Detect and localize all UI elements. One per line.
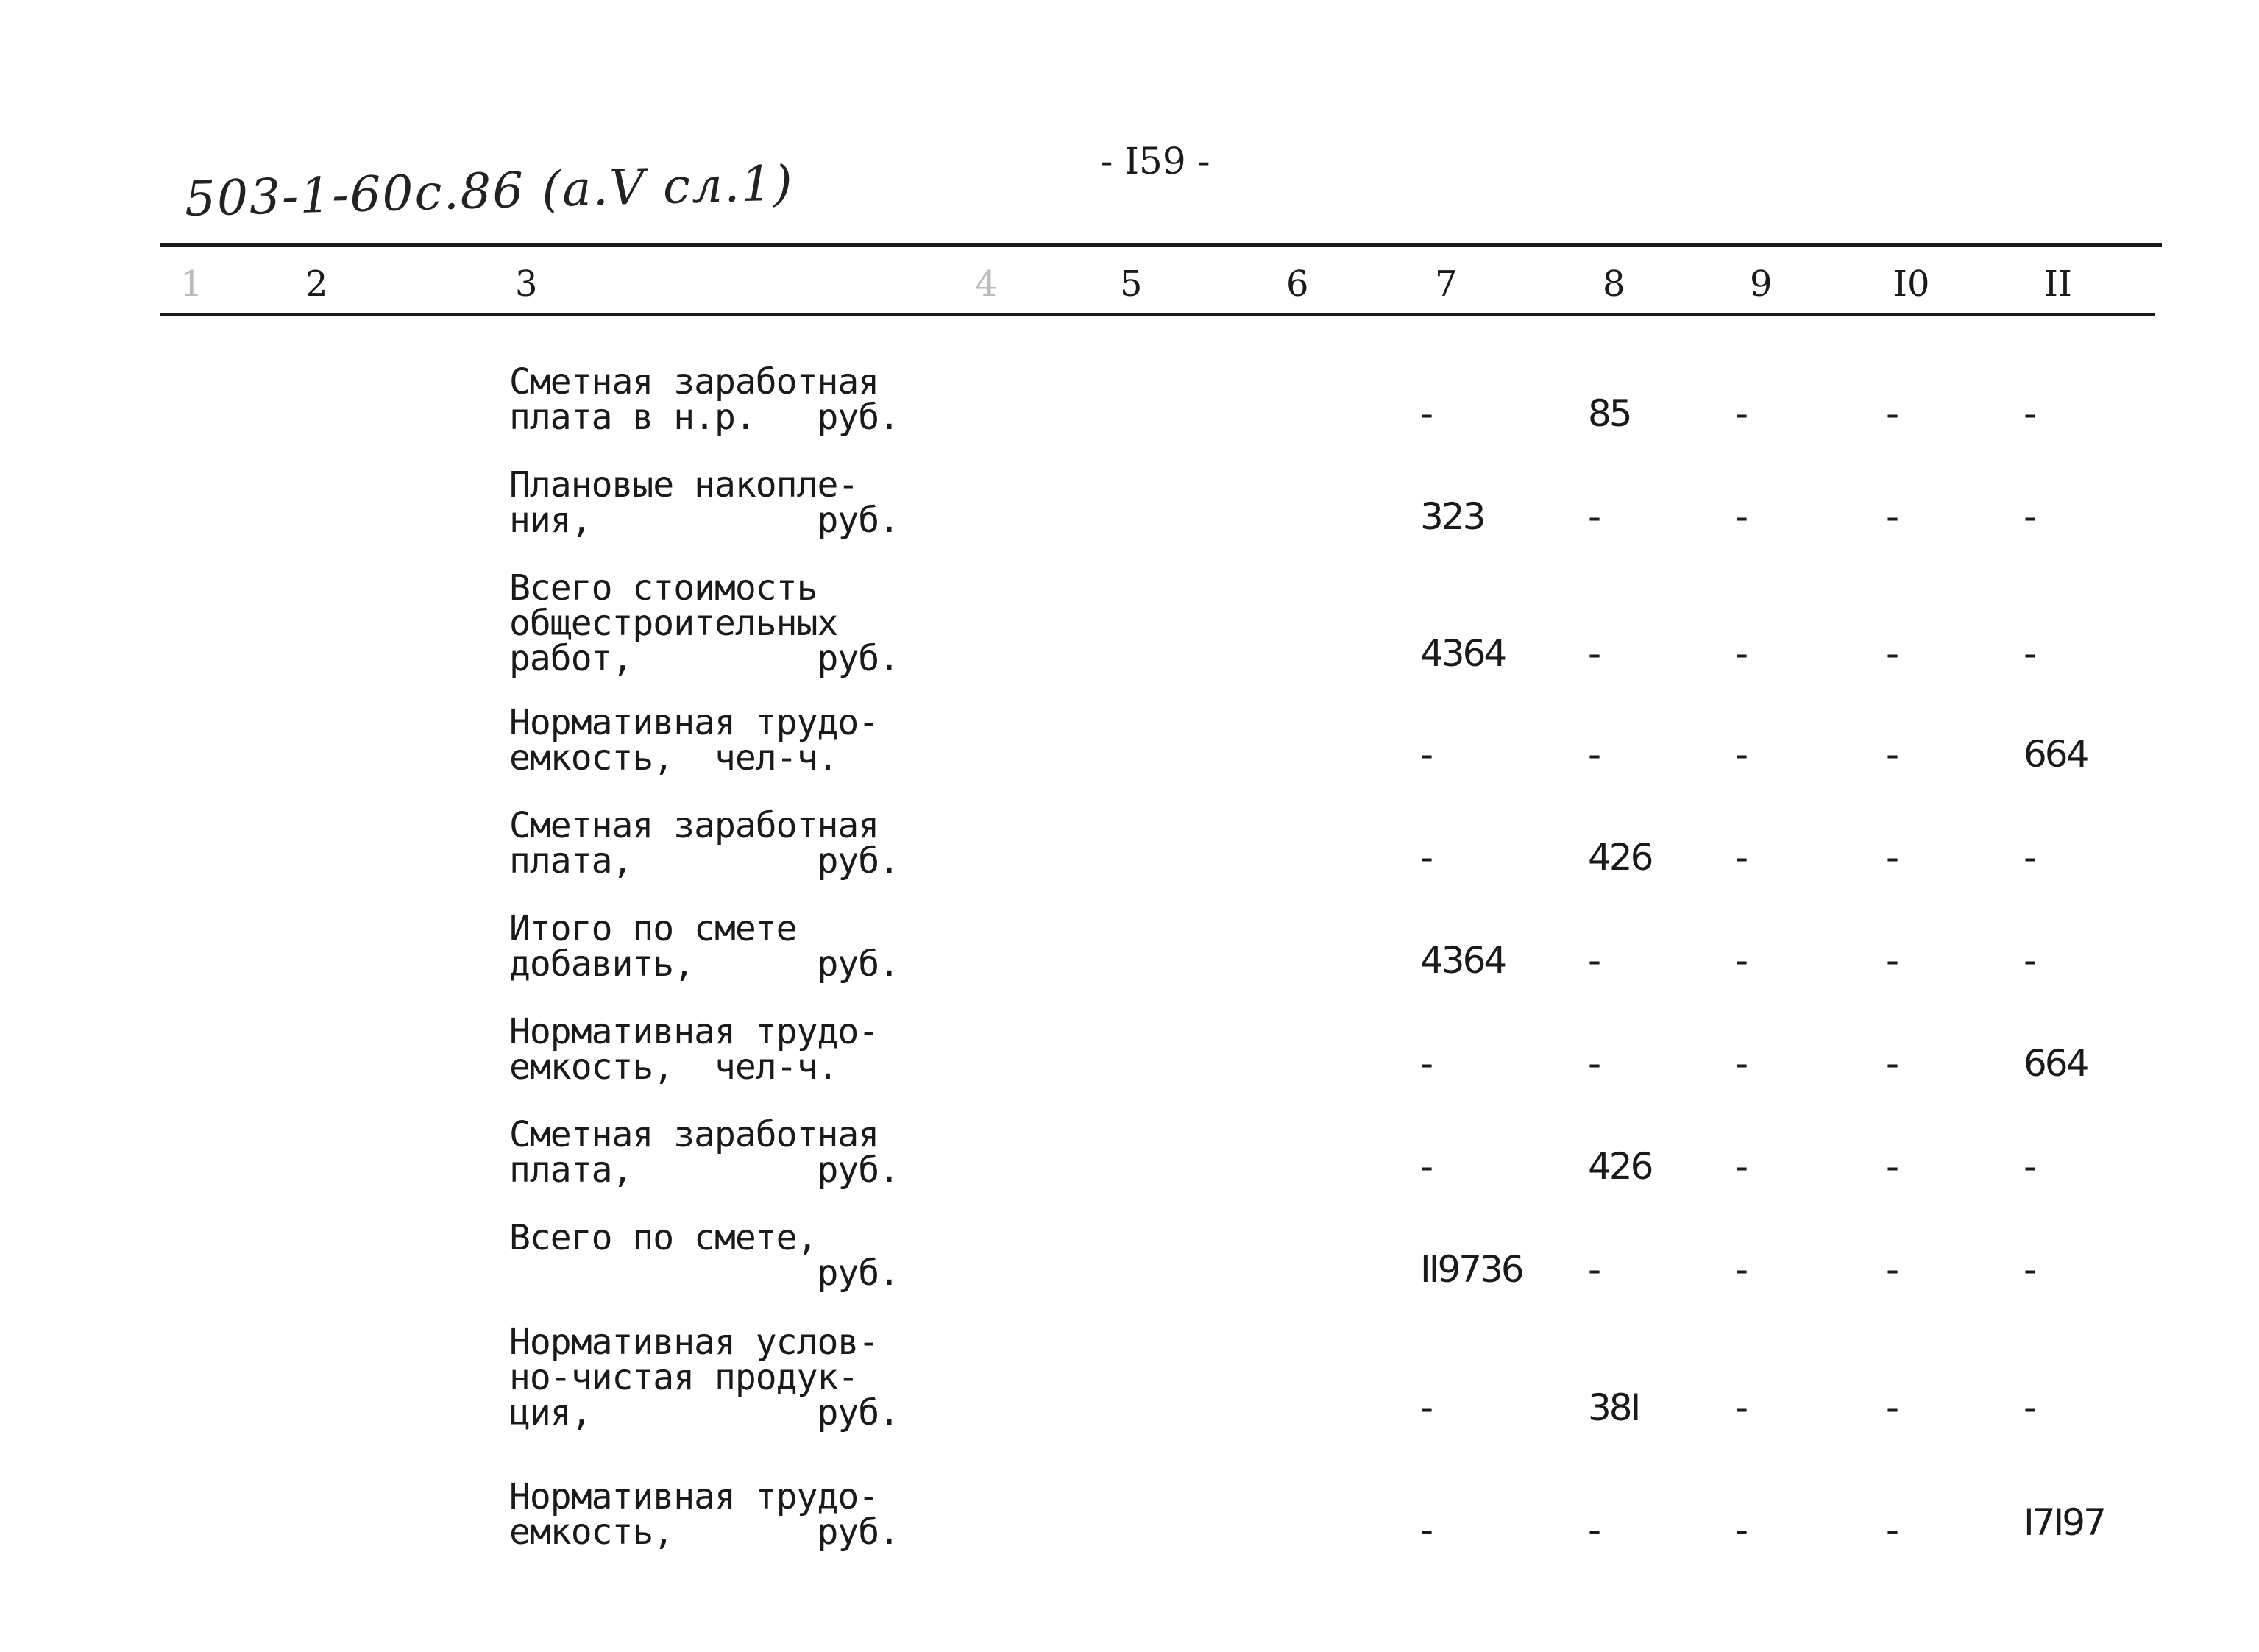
cell-col-8: - xyxy=(1588,1248,1600,1291)
cell-col-7: - xyxy=(1420,392,1432,435)
cell-col-10: - xyxy=(1886,733,1898,776)
row-label: Сметная заработная плата, руб. xyxy=(509,805,900,882)
cell-col-9: - xyxy=(1735,392,1747,435)
column-header-7: 7 xyxy=(1435,263,1458,305)
cell-col-9: - xyxy=(1735,836,1747,879)
cell-col-11: - xyxy=(2024,1248,2035,1291)
cell-col-11: - xyxy=(2024,392,2035,435)
row-label: Сметная заработная плата в н.р. руб. xyxy=(509,361,900,438)
cell-col-10: - xyxy=(1886,939,1898,982)
page-number: - I59 - xyxy=(1100,140,1210,182)
cell-col-11: 664 xyxy=(2024,1042,2088,1085)
column-header-8: 8 xyxy=(1603,263,1625,305)
cell-col-8: 38I xyxy=(1588,1386,1639,1429)
cell-col-10: - xyxy=(1886,1386,1898,1429)
cell-col-7: 4364 xyxy=(1420,939,1506,982)
cell-col-10: - xyxy=(1886,1509,1898,1551)
row-label: Плановые накопле- ния, руб. xyxy=(509,464,900,541)
cell-col-7: II9736 xyxy=(1420,1248,1522,1291)
cell-col-8: 426 xyxy=(1588,1145,1652,1188)
cell-col-8: - xyxy=(1588,1042,1600,1085)
cell-col-8: - xyxy=(1588,495,1600,538)
column-header-1: 1 xyxy=(180,263,203,305)
cell-col-11: - xyxy=(2024,939,2035,982)
column-header-11: II xyxy=(2044,263,2072,305)
cell-col-10: - xyxy=(1886,632,1898,675)
row-label: Всего стоимость общестроительных работ, руб. xyxy=(509,567,900,679)
column-header-10: I0 xyxy=(1893,263,1930,305)
cell-col-11: - xyxy=(2024,1386,2035,1429)
cell-col-8: 85 xyxy=(1588,392,1631,435)
row-label: Сметная заработная плата, руб. xyxy=(509,1114,900,1191)
cell-col-9: - xyxy=(1735,1386,1747,1429)
cell-col-8: - xyxy=(1588,939,1600,982)
cell-col-11: - xyxy=(2024,495,2035,538)
cell-col-10: - xyxy=(1886,495,1898,538)
document-code-handwritten: 503-1-60с.86 (а.V сл.1) xyxy=(184,155,795,227)
row-label: Нормативная трудо- емкость, руб. xyxy=(509,1476,900,1553)
column-header-4: 4 xyxy=(975,263,998,305)
cell-col-11: 664 xyxy=(2024,733,2088,776)
cell-col-9: - xyxy=(1735,1145,1747,1188)
row-label: Нормативная услов- но-чистая продук- ция, руб. xyxy=(509,1322,900,1433)
cell-col-8: - xyxy=(1588,1509,1600,1551)
cell-col-8: - xyxy=(1588,733,1600,776)
cell-col-10: - xyxy=(1886,1145,1898,1188)
cell-col-7: - xyxy=(1420,836,1432,879)
table-header-bottom-rule xyxy=(160,313,2155,316)
table-header-top-rule xyxy=(160,243,2162,247)
cell-col-9: - xyxy=(1735,733,1747,776)
row-label: Нормативная трудо- емкость, чел-ч. xyxy=(509,1011,879,1088)
cell-col-8: - xyxy=(1588,632,1600,675)
cell-col-7: 4364 xyxy=(1420,632,1506,675)
row-label: Всего по смете, руб. xyxy=(509,1217,900,1294)
cell-col-9: - xyxy=(1735,632,1747,675)
cell-col-7: - xyxy=(1420,1509,1432,1551)
cell-col-11: I7I97 xyxy=(2024,1501,2104,1544)
row-label: Нормативная трудо- емкость, чел-ч. xyxy=(509,702,879,779)
cell-col-11: - xyxy=(2024,836,2035,879)
cell-col-7: 323 xyxy=(1420,495,1484,538)
cell-col-10: - xyxy=(1886,1042,1898,1085)
cell-col-7: - xyxy=(1420,733,1432,776)
cell-col-11: - xyxy=(2024,1145,2035,1188)
cell-col-9: - xyxy=(1735,939,1747,982)
column-header-5: 5 xyxy=(1120,263,1143,305)
column-header-9: 9 xyxy=(1750,263,1773,305)
column-header-6: 6 xyxy=(1286,263,1309,305)
cell-col-10: - xyxy=(1886,836,1898,879)
cell-col-7: - xyxy=(1420,1145,1432,1188)
cell-col-9: - xyxy=(1735,1248,1747,1291)
cell-col-11: - xyxy=(2024,632,2035,675)
column-header-3: 3 xyxy=(515,263,538,305)
cell-col-8: 426 xyxy=(1588,836,1652,879)
cell-col-9: - xyxy=(1735,1509,1747,1551)
cell-col-9: - xyxy=(1735,495,1747,538)
cell-col-10: - xyxy=(1886,1248,1898,1291)
cell-col-9: - xyxy=(1735,1042,1747,1085)
cell-col-7: - xyxy=(1420,1386,1432,1429)
cell-col-7: - xyxy=(1420,1042,1432,1085)
cell-col-10: - xyxy=(1886,392,1898,435)
column-header-2: 2 xyxy=(305,263,328,305)
row-label: Итого по смете добавить, руб. xyxy=(509,908,900,985)
